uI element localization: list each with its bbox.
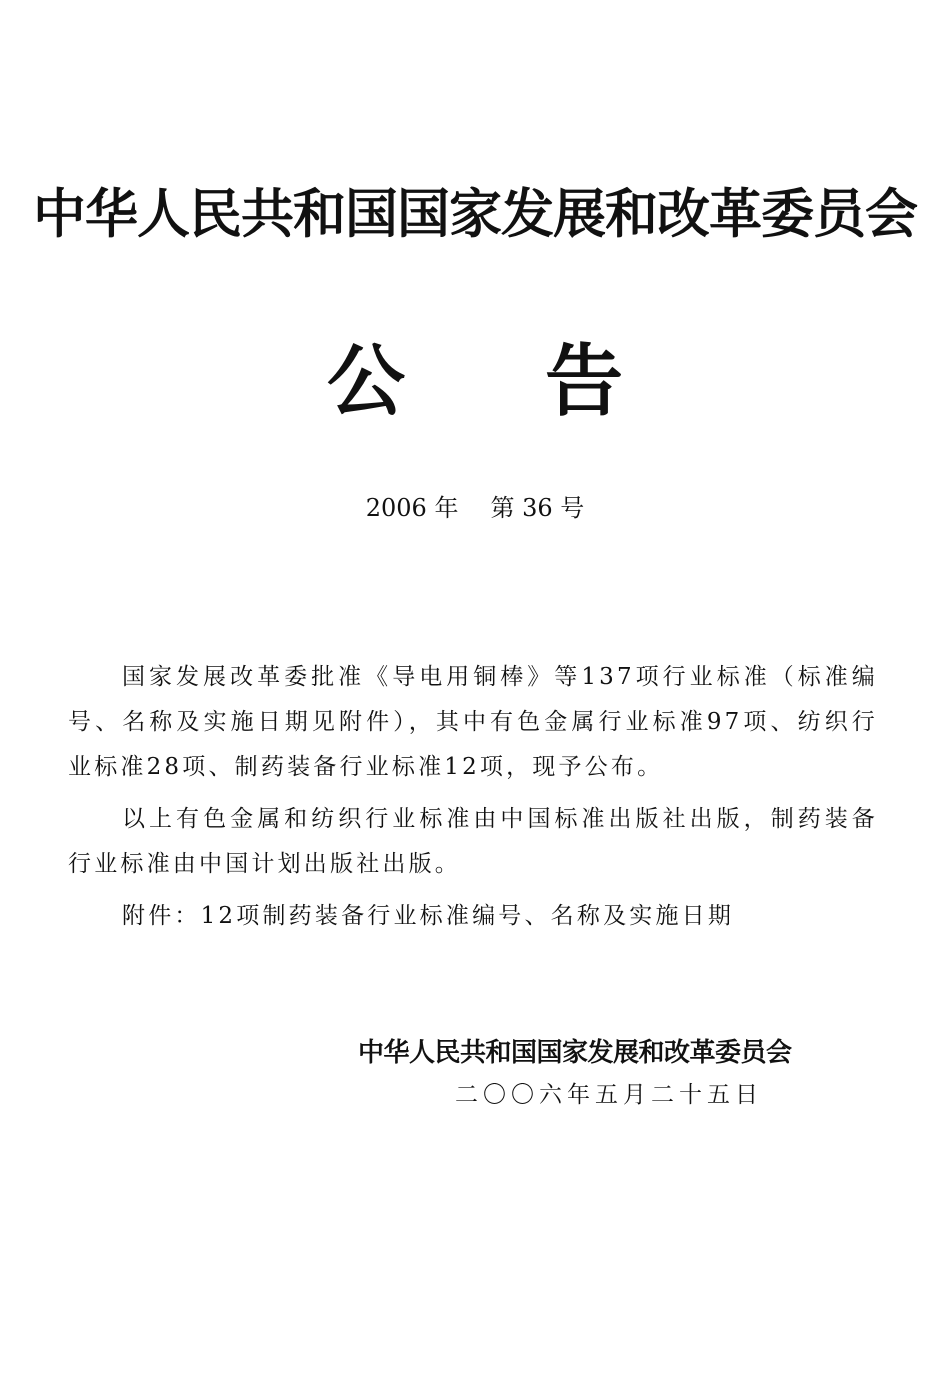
document-number <box>0 496 950 520</box>
body-paragraph-publisher: 以上有色金属和纺织行业标准由中国标准出版社出版，制药装备行业标准由中国计划出版社出版。 <box>68 806 878 877</box>
issuer-signature: 中华人民共和国国家发展和改革委员会 <box>358 1038 792 1068</box>
body-paragraph-approval: 国家发展改革委批准《导电用铜棒》等137项行业标准（标准编号、名称及实施日期见附件），其中有色金属行业标准97项、纺织行业标准28项、制药装备行业标准12项，现予公布。 <box>68 664 878 780</box>
issuer-title: 中华人民共和国国家发展和改革委员会 <box>33 184 917 245</box>
document-serial: 第 36 号 <box>490 494 585 522</box>
document-type: 公告 <box>326 336 763 427</box>
document-year: 2006 年 <box>365 494 459 522</box>
body-paragraph-attachment: 附件：12项制药装备行业标准编号、名称及实施日期 <box>122 903 735 929</box>
announcement-body <box>68 655 878 946</box>
issue-date: 二〇〇六年五月二十五日 <box>455 1082 763 1108</box>
